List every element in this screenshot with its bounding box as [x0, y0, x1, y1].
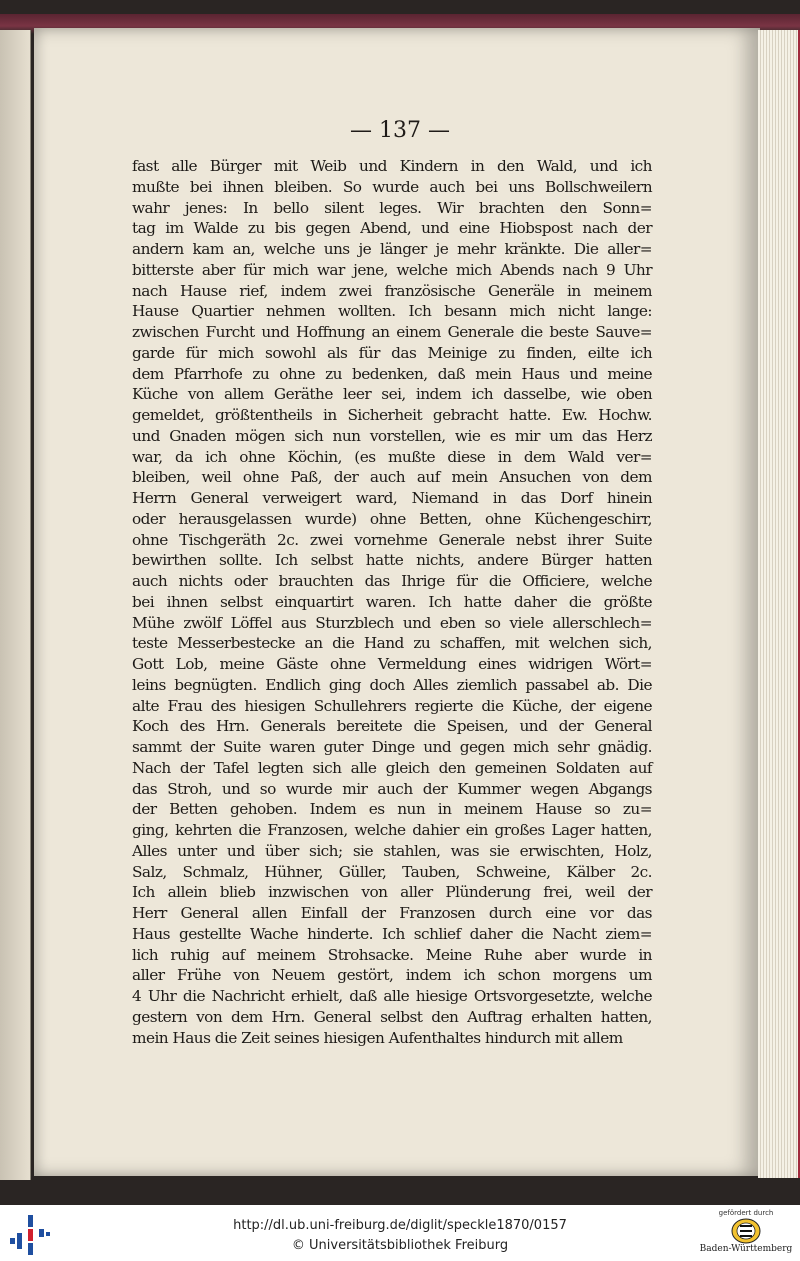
text-line: lich ruhig auf meinem Strohsacke. Meine Ruhe aber wurde in [132, 945, 652, 964]
text-line: Herrn General verweigert ward, Niemand in das Dorf hinein [132, 489, 652, 507]
text-line: bei ihnen selbst einquartirt waren. Ich hatte daher die größte [132, 592, 652, 611]
text-line: oder herausgelassen wurde) ohne Betten, ohne Küchengeschirr, [132, 509, 652, 528]
text-line: Herr General allen Einfall der Franzosen durch eine vor das [132, 904, 652, 922]
text-line: gemeldet, größtentheils in Sicherheit gebracht hatte. Ew. Hochw. [132, 406, 652, 424]
sponsor-name: Baden-Württemberg [699, 1244, 793, 1254]
text-line: 4 Uhr die Nachricht erhielt, daß alle hiesige Ortsvorgesetzte, welche [132, 987, 652, 1005]
text-line: Ich allein blieb inzwischen von aller Plünderung frei, weil der [132, 883, 652, 902]
text-line: ohne Tischgeräth 2c. zwei vornehme Generale nebst ihrer Suite [132, 530, 652, 549]
copyright-notice: © Universitätsbibliothek Freiburg [291, 1238, 509, 1253]
text-line: Salz, Schmalz, Hühner, Güller, Tauben, Schweine, Kälber 2c. [132, 862, 652, 881]
text-line: Haus gestellte Wache hinderte. Ich schlief daher die Nacht ziem= [132, 924, 652, 943]
text-line: Koch des Hrn. Generals bereitete die Speisen, und der General [132, 717, 652, 736]
text-line: mußte bei ihnen bleiben. So wurde auch bei uns Bollschweilern [132, 177, 652, 196]
text-line: der Betten gehoben. Indem es nun in meinem Hause so zu= [132, 800, 652, 819]
text-line: auch nichts oder brauchten das Ihrige für die Officiere, welche [132, 572, 652, 590]
text-line: Mühe zwölf Löffel aus Sturzblech und eben so viele allerschlech= [132, 613, 652, 632]
text-line: sammt der Suite waren guter Dinge und gegen mich sehr gnädig. [132, 738, 652, 756]
text-line: dem Pfarrhofe zu ohne zu bedenken, daß mein Haus und meine [132, 364, 652, 383]
text-line: fast alle Bürger mit Weib und Kindern in den Wald, und ich [132, 157, 652, 175]
viewer-footer [0, 1205, 800, 1261]
page-body-text [132, 156, 652, 1048]
permalink-url[interactable]: http://dl.ub.uni-freiburg.de/diglit/speckle1870/0157 [233, 1218, 567, 1233]
text-line: leins begnügten. Endlich ging doch Alles ziemlich passabel ab. Die [132, 675, 652, 694]
text-line: andern kam an, welche uns je länger je mehr kränkte. Die aller= [132, 240, 652, 258]
text-line: bleiben, weil ohne Paß, der auch auf mein Ansuchen von dem [132, 468, 652, 487]
text-line: zwischen Furcht und Hoffnung an einem Generale die beste Sauve= [132, 323, 652, 341]
text-line: mein Haus die Zeit seines hiesigen Aufenthaltes hindurch mit allem [132, 1028, 623, 1047]
text-line: Hause Quartier nehmen wollten. Ich besann mich nicht lange: [132, 302, 652, 321]
text-line: und Gnaden mögen sich nun vorstellen, wie es mir um das Herz [132, 426, 652, 445]
left-page-edge [0, 30, 31, 1180]
text-line: teste Messerbestecke an die Hand zu schaffen, mit welchen sich, [132, 634, 652, 653]
text-line: wahr jenes: In bello silent leges. Wir brachten den Sonn= [132, 198, 652, 217]
text-line: garde für mich sowohl als für das Meinige zu finden, eilte ich [132, 343, 652, 362]
sponsor-label: gefördert durch [718, 1209, 774, 1217]
text-line: Küche von allem Geräthe leer sei, indem ich dasselbe, wie oben [132, 385, 652, 404]
page-number: — 137 — [350, 118, 450, 143]
page-block-edges [758, 30, 800, 1178]
text-line: aller Frühe von Neuem gestört, indem ich schon morgens um [132, 966, 652, 985]
text-line: Alles unter und über sich; sie stahlen, was sie erwischten, Holz, [132, 841, 652, 860]
baden-wuerttemberg-crest-icon [731, 1218, 761, 1244]
text-line: Nach der Tafel legten sich alle gleich den gemeinen Soldaten auf [132, 758, 652, 777]
text-line: alte Frau des hiesigen Schullehrers regierte die Küche, der eigene [132, 696, 652, 715]
text-line: tag im Walde zu bis gegen Abend, und eine Hiobspost nach der [132, 219, 652, 238]
text-line: war, da ich ohne Köchin, (es mußte diese in dem Wald ver= [132, 447, 652, 466]
text-line: nach Hause rief, indem zwei französische Generäle in meinem [132, 281, 652, 300]
text-line: gestern von dem Hrn. General selbst den Auftrag erhalten hatten, [132, 1007, 652, 1026]
text-line: bitterste aber für mich war jene, welche mich Abends nach 9 Uhr [132, 260, 652, 279]
text-line: das Stroh, und so wurde mir auch der Kummer wegen Abgangs [132, 779, 652, 798]
sponsor-badge [698, 1209, 794, 1259]
text-line: bewirthen sollte. Ich selbst hatte nichts, andere Bürger hatten [132, 551, 652, 570]
text-line: Gott Lob, meine Gäste ohne Vermeldung eines widrigen Wört= [132, 655, 652, 673]
text-line: ging, kehrten die Franzosen, welche dahier ein großes Lager hatten, [132, 821, 652, 839]
